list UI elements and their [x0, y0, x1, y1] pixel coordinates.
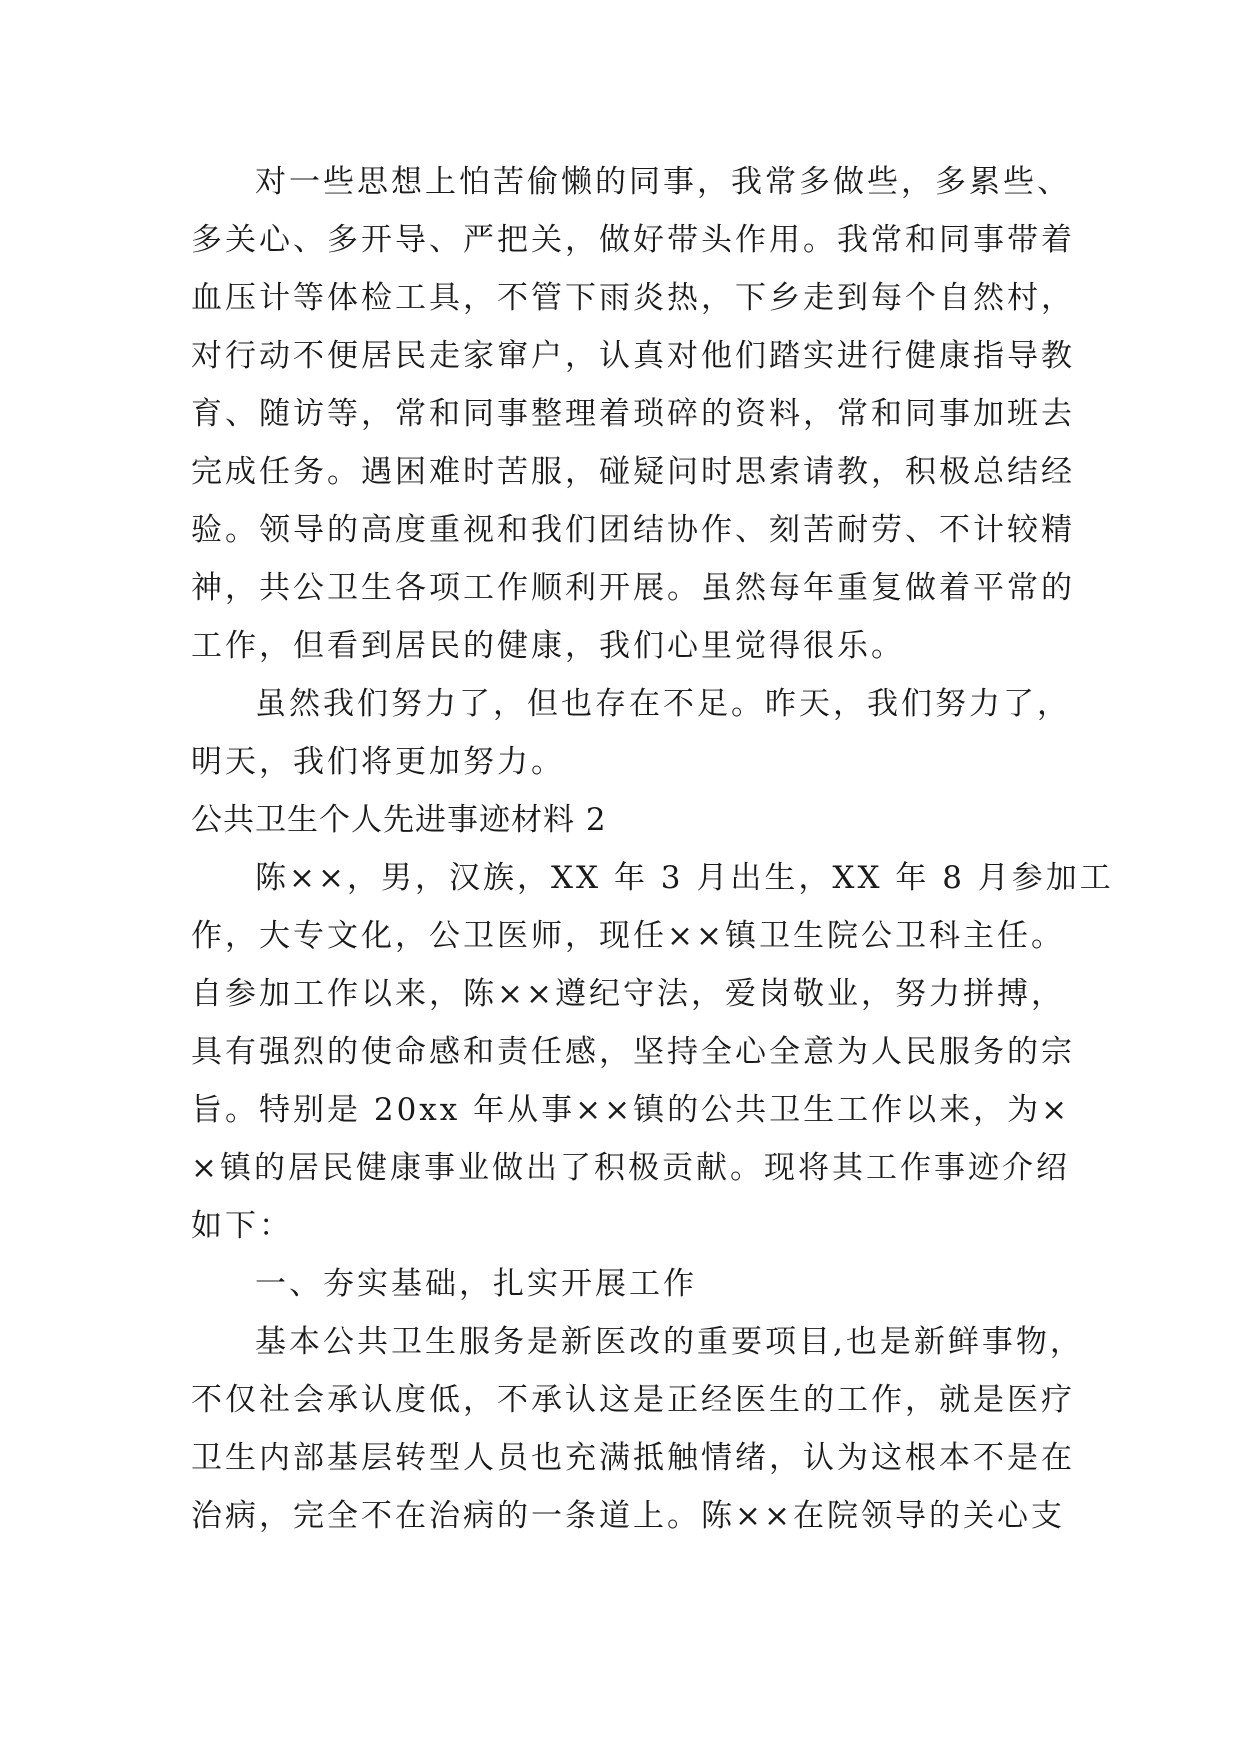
- text-line: 如下：: [191, 1208, 293, 1244]
- text-line: 治病，完全不在治病的一条道上。陈××在院领导的关心支: [191, 1498, 1065, 1534]
- text-line: 具有强烈的使命感和责任感，坚持全心全意为人民服务的宗: [191, 1034, 1075, 1070]
- document-body: [191, 153, 1114, 1545]
- text-line: 旨。特别是 20xx 年从事××镇的公共卫生工作以来，为×: [191, 1092, 1071, 1128]
- text-line: 验。领导的高度重视和我们团结协作、刻苦耐劳、不计较精: [191, 512, 1075, 548]
- text-line: 多关心、多开导、严把关，做好带头作用。我常和同事带着: [191, 222, 1075, 258]
- text-line: 明天，我们将更加努力。: [191, 744, 565, 780]
- section-title: 公共卫生个人先进事迹材料 2: [191, 802, 607, 838]
- text-line: ×镇的居民健康事业做出了积极贡献。现将其工作事迹介绍: [191, 1150, 1070, 1186]
- text-line: 育、随访等，常和同事整理着琐碎的资料，常和同事加班去: [191, 396, 1075, 432]
- text-line: 基本公共卫生服务是新医改的重要项目,也是新鲜事物，: [255, 1324, 1084, 1360]
- text-line: 工作，但看到居民的健康，我们心里觉得很乐。: [191, 628, 905, 664]
- text-line: 对行动不便居民走家窜户，认真对他们踏实进行健康指导教: [191, 338, 1075, 374]
- subsection-title: 一、夯实基础，扎实开展工作: [255, 1266, 697, 1302]
- text-line: 自参加工作以来，陈××遵纪守法，爱岗敬业，努力拼搏，: [191, 976, 1065, 1012]
- text-line: 对一些思想上怕苦偷懒的同事，我常多做些，多累些、: [255, 164, 1071, 200]
- text-line: 不仅社会承认度低，不承认这是正经医生的工作，就是医疗: [191, 1382, 1075, 1418]
- text-line: 神，共公卫生各项工作顺利开展。虽然每年重复做着平常的: [191, 570, 1075, 606]
- text-line: 卫生内部基层转型人员也充满抵触情绪，认为这根本不是在: [191, 1440, 1075, 1476]
- text-line: 虽然我们努力了，但也存在不足。昨天，我们努力了，: [255, 686, 1071, 722]
- text-line: 陈××，男，汉族，XX 年 3 月出生，XX 年 8 月参加工: [255, 860, 1114, 896]
- text-line: 作，大专文化，公卫医师，现任××镇卫生院公卫科主任。: [191, 918, 1065, 954]
- text-line: 血压计等体检工具，不管下雨炎热，下乡走到每个自然村，: [191, 280, 1075, 316]
- text-line: 完成任务。遇困难时苦服，碰疑问时思索请教，积极总结经: [191, 454, 1075, 490]
